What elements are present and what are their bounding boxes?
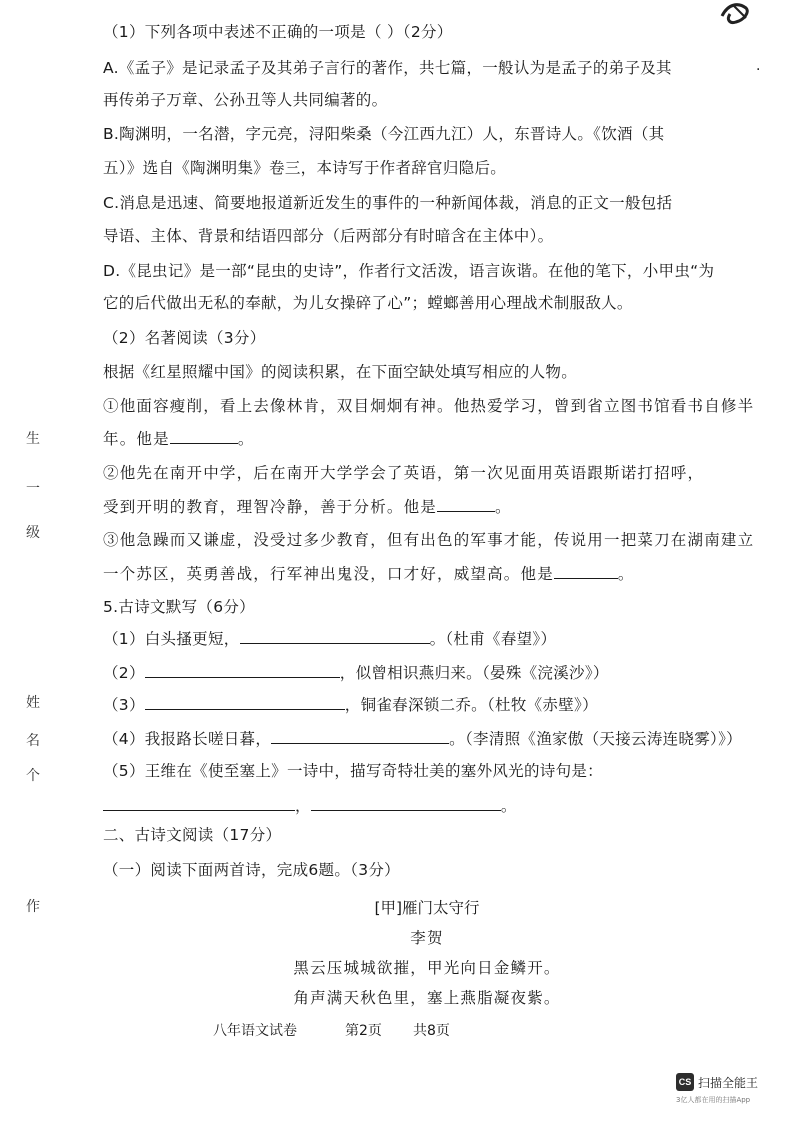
q5-title: 5.古诗文默写（6分）: [103, 598, 255, 616]
q4-1-prompt: （1）下列各项中表述不正确的一项是（ ）（2分）: [103, 23, 453, 41]
margin-mark-7: 作: [26, 899, 40, 915]
camscanner-tagline: 3亿人都在用的扫描App: [676, 1096, 751, 1104]
answer-blank-q5-5a[interactable]: [103, 795, 295, 811]
q4-2-item1-line2: 年。他是 。: [103, 430, 255, 448]
answer-blank-q5-4[interactable]: [271, 728, 449, 744]
poem-author: 李贺: [410, 929, 444, 947]
q5-line3: （3） ，铜雀春深锁二乔。（杜牧《赤壁》）: [103, 696, 598, 714]
answer-blank-q5-1[interactable]: [240, 628, 430, 644]
section2-subtitle: （一）阅读下面两首诗，完成6题。（3分）: [103, 861, 400, 879]
margin-mark-6: 个: [26, 768, 40, 784]
margin-mark-3: 级: [26, 525, 40, 541]
poem-line1: 黑云压城城欲摧，甲光向日金鳞开。: [293, 959, 561, 977]
margin-mark-2: 一: [26, 481, 40, 497]
camscanner-logo-icon: CS: [676, 1073, 694, 1091]
q4-2-item1-line1: ①他面容瘦削，看上去像林肯，双目炯炯有神。他热爱学习，曾到省立图书馆看书自修半: [103, 397, 755, 415]
poem-title: [甲]雁门太守行: [374, 899, 480, 917]
q4-1-option-d-line1: D.《昆虫记》是一部“昆虫的史诗”，作者行文活泼，语言诙谐。在他的笔下，小甲虫“为: [103, 262, 715, 280]
q4-2-prompt: （2）名著阅读（3分）: [103, 329, 266, 347]
q4-1-option-d-line2: 它的后代做出无私的奉献，为儿女操碎了心”；螳螂善用心理战术制服敌人。: [103, 294, 633, 312]
margin-mark-4: 姓: [26, 695, 40, 711]
q4-1-option-c-line1: C.消息是迅速、简要地报道新近发生的事件的一种新闻体裁，消息的正文一般包括: [103, 194, 673, 212]
q4-1-option-b-line1: B.陶渊明，一名潜，字元亮，浔阳柴桑（今江西九江）人，东晋诗人。《饮酒（其: [103, 125, 665, 143]
footer-page: 第2页: [345, 1023, 382, 1039]
q4-2-item2-text: 受到开明的教育，理智冷静，善于分析。他是: [103, 498, 438, 516]
q4-1-option-a-line1: A.《孟子》是记录孟子及其弟子言行的著作，共七篇，一般认为是孟子的弟子及其: [103, 59, 672, 77]
q5-line5: （5）王维在《使至塞上》一诗中，描写奇特壮美的塞外风光的诗句是：: [103, 762, 603, 780]
answer-blank-3[interactable]: [554, 563, 618, 579]
q4-2-item1-text: 年。他是: [103, 430, 170, 448]
section2-title: 二、古诗文阅读（17分）: [103, 826, 282, 844]
q4-2-item3-text: 一个苏区，英勇善战，行军神出鬼没，口才好，威望高。他是: [103, 565, 554, 583]
q4-2-item2-line2: 受到开明的教育，理智冷静，善于分析。他是 。: [103, 498, 512, 516]
answer-blank-q5-2[interactable]: [145, 662, 340, 678]
q4-1-option-a-line2: 再传弟子万章、公孙丑等人共同编著的。: [103, 91, 388, 109]
q5-line2: （2） ，似曾相识燕归来。（晏殊《浣溪沙》）: [103, 664, 609, 682]
footer-exam-name: 八年语文试卷: [213, 1023, 297, 1039]
q4-1-option-c-line2: 导语、主体、背景和结语四部分（后两部分有时暗含在主体中）。: [103, 227, 554, 245]
q5-line1: （1）白头搔更短， 。（杜甫《春望》）: [103, 630, 557, 648]
q5-line4: （4）我报路长嗟日暮， 。（李清照《渔家傲（天接云涛连晓雾）》）: [103, 730, 742, 748]
margin-mark-5: 名: [26, 733, 40, 749]
stray-dot: ·: [756, 62, 761, 78]
answer-blank-2[interactable]: [437, 496, 495, 512]
q4-2-item3-line1: ③他急躁而又谦虚，没受过多少教育，但有出色的军事才能，传说用一把菜刀在湖南建立: [103, 531, 755, 549]
footer-total-pages: 共8页: [413, 1023, 450, 1039]
q4-2-item3-line2: 一个苏区，英勇善战，行军神出鬼没，口才好，威望高。他是 。: [103, 565, 635, 583]
q4-2-intro: 根据《红星照耀中国》的阅读积累，在下面空缺处填写相应的人物。: [103, 363, 578, 381]
answer-blank-q5-3[interactable]: [145, 694, 345, 710]
poem-line2: 角声满天秋色里，塞上燕脂凝夜紫。: [293, 989, 561, 1007]
scan-smudge: [716, 0, 756, 26]
q4-1-option-b-line2: 五）》选自《陶渊明集》卷三，本诗写于作者辞官归隐后。: [103, 159, 507, 177]
answer-blank-1[interactable]: [170, 428, 238, 444]
q5-line6: ， 。: [103, 795, 517, 816]
q4-2-item2-line1: ②他先在南开中学，后在南开大学学会了英语，第一次见面用英语跟斯诺打招呼，: [103, 464, 705, 482]
margin-mark-1: 生: [26, 431, 40, 447]
camscanner-name: 扫描全能王: [698, 1076, 759, 1090]
answer-blank-q5-5b[interactable]: [311, 795, 501, 811]
